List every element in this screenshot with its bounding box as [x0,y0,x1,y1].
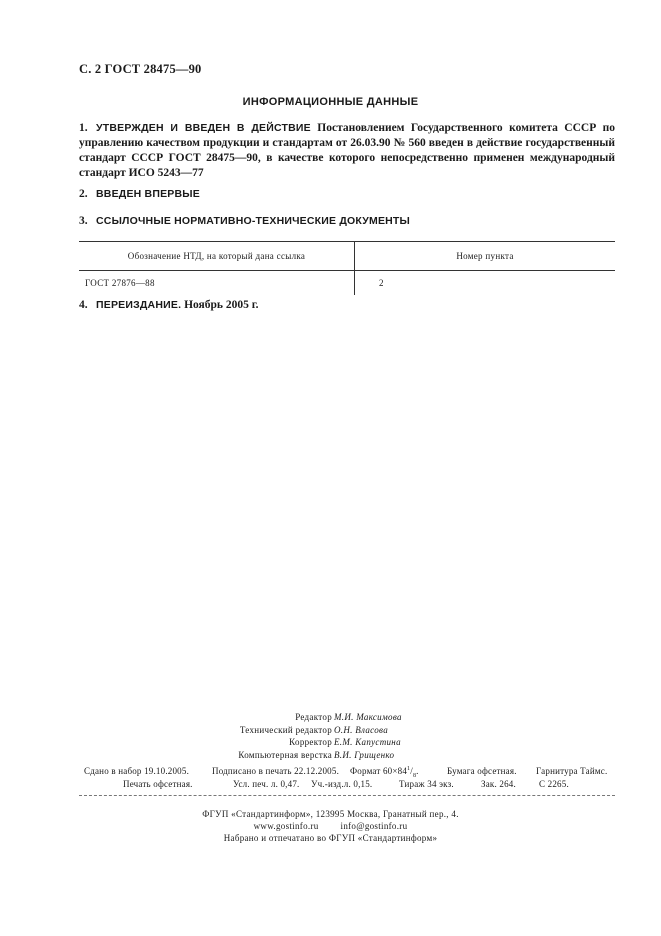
editorial-credits [0,711,661,761]
order-number: Зак. 264. [481,778,516,789]
info-item-approved [79,121,615,181]
typeface: Гарнитура Таймс. [536,766,608,776]
publishing-sheets: Уч.-изд.л. 0,15. [311,778,373,789]
info-item-first-introduced [79,187,615,202]
credit-role: Компьютерная верстка [238,749,332,760]
circulation: Тираж 34 экз. [399,778,454,789]
publisher-website: www.gostinfo.ru [253,821,319,831]
item-heading: ССЫЛОЧНЫЕ НОРМАТИВНО-ТЕХНИЧЕСКИЕ ДОКУМЕНТЫ [96,215,411,227]
publisher-email: info@gostinfo.ru [340,821,408,831]
credit-role: Редактор [295,712,332,722]
printed-sheets: Усл. печ. л. 0,47. [233,778,300,789]
item-text: Постановлением Государственного комитета СССР по управлению качеством продукции и стандартам от 26.03.90 № 560 введен в действие государственный стандарт СССР ГОСТ 28475—90, в качестве которого непосредственно применен международный стандарт ИСО 5243—77 [79,122,616,179]
item-number: 2. [79,188,88,200]
item-heading: ВВЕДЕН ВПЕРВЫЕ [96,188,200,200]
publisher-address: ФГУП «Стандартинформ», 123995 Москва, Гранатный пер., 4. [202,809,459,819]
page-header: С. 2 ГОСТ 28475—90 [79,62,202,76]
print-info [84,765,614,790]
item-number: 4. [79,299,88,311]
info-item-reissue [79,298,615,313]
paper-type: Бумага офсетная. [447,766,517,776]
publisher-printed: Набрано и отпечатано во ФГУП «Стандартинформ» [223,833,438,843]
publisher-info [0,808,661,844]
column-header-document: Обозначение НТД, на который дана ссылка [79,242,355,271]
item-number: 1. [79,122,88,134]
table-cell-clause: 2 [379,278,384,288]
item-number: 3. [79,215,88,227]
credit-line [0,749,661,762]
info-item-reference-docs [79,214,615,229]
item-text: Ноябрь 2005 г. [184,299,259,311]
table-cell-document: ГОСТ 27876—88 [79,271,355,296]
credit-person: М.И. Максимова [334,712,402,722]
typeset-date: Сдано в набор 19.10.2005. [84,766,190,776]
print-info-row-2 [84,778,614,791]
section-title: ИНФОРМАЦИОННЫЕ ДАННЫЕ [242,96,419,108]
print-info-row-1 [84,765,614,778]
format-info: Формат $60\times 84^1/_8$. [350,766,419,779]
signed-date: Подписано в печать 22.12.2005. [212,766,340,776]
print-type: Печать офсетная. [123,778,193,789]
divider [79,795,615,796]
credit-role: Технический редактор [239,724,332,735]
credit-role: Корректор [289,737,332,747]
credit-line [0,736,661,749]
credit-person: Е.М. Капустина [334,737,401,747]
credit-person: О.Н. Власова [334,724,388,735]
credit-line [0,711,661,724]
item-heading: УТВЕРЖДЕН И ВВЕДЕН В ДЕЙСТВИЕ [96,122,311,134]
credit-person: В.И. Грищенко [334,749,395,760]
format-numerator: 1 [407,766,411,772]
table-row [79,271,615,296]
code: С 2265. [539,778,569,789]
format-denominator: 8 [412,772,417,779]
publisher-contacts [0,820,661,832]
reference-documents-table [79,241,615,295]
column-header-clause: Номер пункта [355,242,616,271]
format-label: Формат 60×84 [350,766,408,776]
item-heading: ПЕРЕИЗДАНИЕ. [96,299,182,311]
credit-line [0,724,661,737]
table-header-row [79,242,615,271]
